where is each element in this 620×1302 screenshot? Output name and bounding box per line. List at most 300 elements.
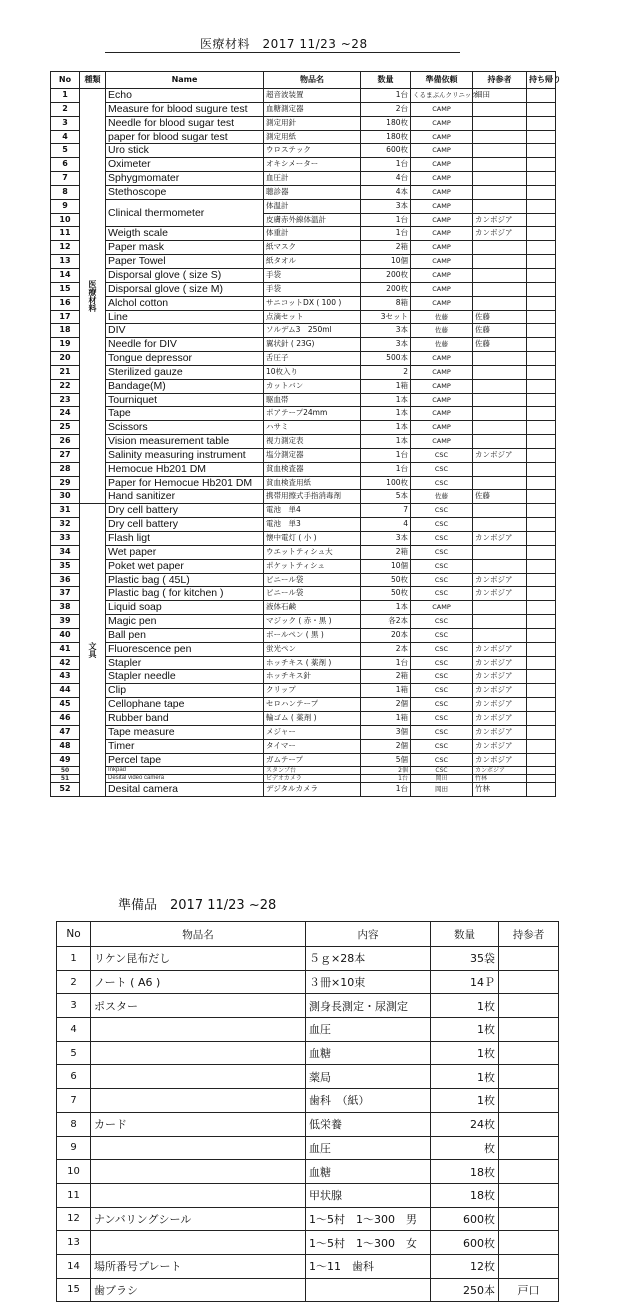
table-row (51, 158, 556, 172)
prep-request: 岡田 (411, 783, 473, 797)
col-header-qty: 数量 (361, 72, 411, 89)
item-quantity: 2本 (361, 642, 411, 656)
prep-request: CSC (411, 559, 473, 573)
prep-request: CSC (411, 656, 473, 670)
item-name-jp: 聴診器 (264, 185, 361, 199)
medical-supplies-table (50, 71, 561, 797)
bringer (499, 1231, 559, 1255)
item-quantity: 1枚 (431, 994, 499, 1018)
bringer (499, 1160, 559, 1184)
item-name-en: Oximeter (106, 158, 264, 172)
item-name-en: Tape (106, 407, 264, 421)
item-name-en: Desital video camera (106, 775, 264, 783)
table-row (51, 185, 556, 199)
row-number: 44 (51, 684, 80, 698)
row-number: 10 (57, 1160, 91, 1184)
table-header-row (57, 922, 559, 947)
item-name-jp: 駆血帯 (264, 393, 361, 407)
item-name-en: Scissors (106, 421, 264, 435)
bringer (473, 144, 527, 158)
prep-request: CSC (411, 476, 473, 490)
item-quantity: 1本 (361, 421, 411, 435)
bringer: カンボジア (473, 711, 527, 725)
prep-request: 佐藤 (411, 338, 473, 352)
item-name-en: Echo (106, 89, 264, 103)
return-cell (527, 725, 556, 739)
table-row (51, 490, 556, 504)
bringer: カンボジア (473, 587, 527, 601)
item-quantity: 35袋 (431, 947, 499, 971)
item-name (91, 1089, 306, 1113)
prep-request: CSC (411, 698, 473, 712)
table-row (51, 130, 556, 144)
item-name-en: Percel tape (106, 753, 264, 767)
item-quantity: 2個 (361, 698, 411, 712)
row-number: 3 (51, 116, 80, 130)
item-quantity: 14Ｐ (431, 970, 499, 994)
return-cell (527, 421, 556, 435)
prep-request: CAMP (411, 255, 473, 269)
prep-request: CAMP (411, 296, 473, 310)
item-quantity: 1台 (361, 227, 411, 241)
item-name-jp: 電池 単4 (264, 504, 361, 518)
return-cell (527, 698, 556, 712)
item-name-jp: 血圧計 (264, 172, 361, 186)
row-number: 35 (51, 559, 80, 573)
item-content: 歯科 （紙） (306, 1089, 431, 1113)
item-name-en: Stethoscope (106, 185, 264, 199)
table-row (51, 324, 556, 338)
row-number: 31 (51, 504, 80, 518)
item-name-en: Flash ligt (106, 532, 264, 546)
row-number: 10 (51, 213, 80, 227)
table-row (51, 462, 556, 476)
item-name-jp: 超音波装置 (264, 89, 361, 103)
item-name-en: Stapler needle (106, 670, 264, 684)
item-name-en: Stapler (106, 656, 264, 670)
item-quantity: 3本 (361, 532, 411, 546)
item-name-jp: 手袋 (264, 282, 361, 296)
return-cell (527, 172, 556, 186)
return-cell (527, 628, 556, 642)
bringer (473, 476, 527, 490)
row-number: 14 (51, 268, 80, 282)
item-quantity: 10個 (361, 255, 411, 269)
table-row (57, 1112, 559, 1136)
return-cell (527, 158, 556, 172)
item-quantity: 1箱 (361, 711, 411, 725)
bringer (499, 1183, 559, 1207)
bringer: カンボジア (473, 642, 527, 656)
table-row (51, 241, 556, 255)
table-row (51, 102, 556, 116)
row-number: 18 (51, 324, 80, 338)
item-quantity: 600枚 (431, 1231, 499, 1255)
item-quantity: 7 (361, 504, 411, 518)
return-cell (527, 310, 556, 324)
item-name-en: Wet paper (106, 545, 264, 559)
item-quantity: 50枚 (361, 587, 411, 601)
table-row (57, 1041, 559, 1065)
row-number: 3 (57, 994, 91, 1018)
return-cell (527, 241, 556, 255)
item-quantity: 1台 (361, 448, 411, 462)
bringer (473, 255, 527, 269)
item-quantity: 1台 (361, 783, 411, 797)
item-name-jp: 携帯用擦式手指消毒剤 (264, 490, 361, 504)
item-name (91, 1018, 306, 1042)
bringer (473, 352, 527, 366)
row-number: 4 (51, 130, 80, 144)
col-header-bring: 持参者 (473, 72, 527, 89)
prep-request: CAMP (411, 379, 473, 393)
row-number: 26 (51, 435, 80, 449)
row-number: 47 (51, 725, 80, 739)
prep-request: CAMP (411, 365, 473, 379)
return-cell (527, 518, 556, 532)
row-number: 43 (51, 670, 80, 684)
return-cell (527, 185, 556, 199)
table-row (51, 365, 556, 379)
row-number: 9 (51, 199, 80, 213)
item-quantity: 20本 (361, 628, 411, 642)
bringer (473, 268, 527, 282)
return-cell (527, 393, 556, 407)
prep-request: CAMP (411, 144, 473, 158)
row-number: 22 (51, 379, 80, 393)
item-name-en: Hemocue Hb201 DM (106, 462, 264, 476)
item-name-en: Salinity measuring instrument (106, 448, 264, 462)
item-content: 血圧 (306, 1018, 431, 1042)
table-row (51, 775, 556, 783)
category-medical: 医療材料 (80, 89, 106, 504)
item-name-en: Fluorescence pen (106, 642, 264, 656)
item-quantity: 2箱 (361, 545, 411, 559)
table-row (57, 1231, 559, 1255)
return-cell (527, 282, 556, 296)
return-cell (527, 573, 556, 587)
prep-request: CSC (411, 725, 473, 739)
table-row (51, 739, 556, 753)
col-header-prep: 準備依頼 (411, 72, 473, 89)
return-cell (527, 144, 556, 158)
table-row (51, 587, 556, 601)
item-quantity: 1箱 (361, 684, 411, 698)
item-name (91, 1136, 306, 1160)
item-name-en: Tourniquet (106, 393, 264, 407)
item-quantity: 4 (361, 518, 411, 532)
item-name-jp: 輪ゴム ( 薬剤 ) (264, 711, 361, 725)
item-quantity: 100枚 (361, 476, 411, 490)
return-cell (527, 462, 556, 476)
table-row (57, 994, 559, 1018)
table-row (51, 407, 556, 421)
item-name-jp: スタンプ台 (264, 767, 361, 775)
return-cell (527, 615, 556, 629)
item-name-jp: 貧血検査器 (264, 462, 361, 476)
return-cell (527, 268, 556, 282)
item-content: 低栄養 (306, 1112, 431, 1136)
item-quantity: 18枚 (431, 1160, 499, 1184)
item-name: ポスター (91, 994, 306, 1018)
table-row (57, 1136, 559, 1160)
item-name-jp: オキシメーター (264, 158, 361, 172)
item-quantity: 1枚 (431, 1018, 499, 1042)
row-number: 13 (57, 1231, 91, 1255)
item-name-en: Clinical thermometer (106, 199, 264, 227)
bringer (473, 559, 527, 573)
return-cell (527, 296, 556, 310)
return-cell (527, 670, 556, 684)
table-row (51, 518, 556, 532)
item-name (91, 1065, 306, 1089)
row-number: 16 (51, 296, 80, 310)
item-name-en: Cellophane tape (106, 698, 264, 712)
row-number: 42 (51, 656, 80, 670)
prep-request: CSC (411, 767, 473, 775)
return-cell (527, 213, 556, 227)
bringer: カンボジア (473, 670, 527, 684)
return-cell (527, 775, 556, 783)
prep-request: CAMP (411, 199, 473, 213)
item-name-jp: 測定用紙 (264, 130, 361, 144)
item-name-jp: ウエットティシュ大 (264, 545, 361, 559)
prep-request: CAMP (411, 172, 473, 186)
bringer: 竹林 (473, 775, 527, 783)
item-quantity: 1台 (361, 158, 411, 172)
prep-request: くるまぶんクリニック (411, 89, 473, 103)
return-cell (527, 130, 556, 144)
item-content: ５ｇ×28本 (306, 947, 431, 971)
row-number: 15 (51, 282, 80, 296)
prep-request: 佐藤 (411, 310, 473, 324)
item-name: ノート ( A6 ) (91, 970, 306, 994)
row-number: 11 (57, 1183, 91, 1207)
bringer: 佐藤 (473, 490, 527, 504)
return-cell (527, 435, 556, 449)
prep-request: CAMP (411, 185, 473, 199)
item-quantity: 24枚 (431, 1112, 499, 1136)
table-row (51, 227, 556, 241)
table-row (51, 435, 556, 449)
item-quantity: 10個 (361, 559, 411, 573)
item-name-en: Plastic bag ( for kitchen ) (106, 587, 264, 601)
prep-request: CSC (411, 739, 473, 753)
table-row (51, 601, 556, 615)
prep-request: CAMP (411, 241, 473, 255)
item-name-en: Paper for Hemocue Hb201 DM (106, 476, 264, 490)
row-number: 37 (51, 587, 80, 601)
item-name: 場所番号プレート (91, 1254, 306, 1278)
bringer: カンボジア (473, 739, 527, 753)
return-cell (527, 532, 556, 546)
table-row (51, 393, 556, 407)
bringer (499, 1207, 559, 1231)
bringer (473, 199, 527, 213)
table-row (51, 532, 556, 546)
item-quantity: 枚 (431, 1136, 499, 1160)
table-row (51, 504, 556, 518)
table-row (51, 448, 556, 462)
item-quantity: 1枚 (431, 1041, 499, 1065)
item-quantity: 50枚 (361, 573, 411, 587)
table-row (51, 573, 556, 587)
table-row (51, 255, 556, 269)
row-number: 45 (51, 698, 80, 712)
table-row (51, 670, 556, 684)
prep-request: CAMP (411, 130, 473, 144)
item-quantity: 4台 (361, 172, 411, 186)
prep-request: CSC (411, 684, 473, 698)
bringer (473, 172, 527, 186)
table-row (51, 282, 556, 296)
return-cell (527, 255, 556, 269)
row-number: 49 (51, 753, 80, 767)
item-quantity: 3セット (361, 310, 411, 324)
row-number: 38 (51, 601, 80, 615)
item-name-jp: サニコットDX ( 100 ) (264, 296, 361, 310)
bringer (473, 185, 527, 199)
item-name-jp: 電池 単3 (264, 518, 361, 532)
item-quantity: 250本 (431, 1278, 499, 1302)
item-quantity: 200枚 (361, 282, 411, 296)
prep-request: 佐藤 (411, 324, 473, 338)
row-number: 32 (51, 518, 80, 532)
item-name-en: Ball pen (106, 628, 264, 642)
item-quantity: 500本 (361, 352, 411, 366)
table-row (51, 199, 556, 213)
prep-request: CSC (411, 462, 473, 476)
table-row (51, 725, 556, 739)
prep-request: CAMP (411, 116, 473, 130)
bringer (499, 947, 559, 971)
prep-request: CAMP (411, 435, 473, 449)
item-name-jp: 懐中電灯 ( 小 ) (264, 532, 361, 546)
item-quantity: 3本 (361, 338, 411, 352)
item-content: 血圧 (306, 1136, 431, 1160)
prep-request: CSC (411, 642, 473, 656)
page-title-medical: 医療材料 2017 11/23 ~28 (200, 37, 368, 51)
table-row (51, 753, 556, 767)
item-quantity: 1本 (361, 435, 411, 449)
return-cell (527, 656, 556, 670)
bringer: 佐藤 (473, 324, 527, 338)
item-name (91, 1160, 306, 1184)
item-name-en: Rubber band (106, 711, 264, 725)
item-name: ナンバリングシール (91, 1207, 306, 1231)
table-row (51, 338, 556, 352)
row-number: 27 (51, 448, 80, 462)
item-name-en: Paper mask (106, 241, 264, 255)
category-stationery: 文具 (80, 504, 106, 797)
col-header-item: 物品名 (91, 922, 306, 947)
bringer (473, 601, 527, 615)
bringer (473, 615, 527, 629)
return-cell (527, 684, 556, 698)
row-number: 12 (57, 1207, 91, 1231)
row-number: 30 (51, 490, 80, 504)
table-row (51, 767, 556, 775)
prep-request: CAMP (411, 407, 473, 421)
item-quantity: 1箱 (361, 379, 411, 393)
row-number: 28 (51, 462, 80, 476)
row-number: 11 (51, 227, 80, 241)
prep-request: CSC (411, 448, 473, 462)
return-cell (527, 227, 556, 241)
return-cell (527, 711, 556, 725)
table-row (51, 172, 556, 186)
item-name-jp: ポケットティシュ (264, 559, 361, 573)
table-row (51, 684, 556, 698)
item-name-en: Line (106, 310, 264, 324)
item-name-jp: ホッチキス ( 薬剤 ) (264, 656, 361, 670)
item-quantity: 各2本 (361, 615, 411, 629)
item-name (91, 1231, 306, 1255)
item-name-en: Alchol cotton (106, 296, 264, 310)
return-cell (527, 407, 556, 421)
item-name (91, 1183, 306, 1207)
item-quantity: 2 (361, 365, 411, 379)
item-name-jp: クリップ (264, 684, 361, 698)
item-quantity: 3個 (361, 725, 411, 739)
item-name-jp: 貧血検査用紙 (264, 476, 361, 490)
row-number: 7 (57, 1089, 91, 1113)
item-name-jp: 皮膚赤外線体温計 (264, 213, 361, 227)
row-number: 50 (51, 767, 80, 775)
row-number: 7 (51, 172, 80, 186)
table-row (51, 268, 556, 282)
return-cell (527, 476, 556, 490)
item-name-jp: 紙マスク (264, 241, 361, 255)
table-row (51, 783, 556, 797)
prep-request: CAMP (411, 352, 473, 366)
item-name-en: Weigth scale (106, 227, 264, 241)
prep-request: CAMP (411, 102, 473, 116)
item-name-jp: ウロステック (264, 144, 361, 158)
bringer (499, 1089, 559, 1113)
prep-request: CAMP (411, 213, 473, 227)
return-cell (527, 490, 556, 504)
row-number: 48 (51, 739, 80, 753)
item-name-jp: デジタルカメラ (264, 783, 361, 797)
item-name-en: Desital camera (106, 783, 264, 797)
item-name-jp: タイマー (264, 739, 361, 753)
table-row (57, 1183, 559, 1207)
item-name-en: Tongue depressor (106, 352, 264, 366)
bringer: カンボジア (473, 213, 527, 227)
return-cell (527, 448, 556, 462)
return-cell (527, 783, 556, 797)
bringer: 佐藤 (473, 338, 527, 352)
table-row (51, 310, 556, 324)
item-name-jp: 血糖測定器 (264, 102, 361, 116)
item-quantity: 2個 (361, 767, 411, 775)
return-cell (527, 504, 556, 518)
bringer: カンボジア (473, 698, 527, 712)
prep-request: CAMP (411, 158, 473, 172)
item-name-en: Hand sanitizer (106, 490, 264, 504)
item-quantity: 200枚 (361, 268, 411, 282)
table-row (51, 379, 556, 393)
prep-request: 佐藤 (411, 490, 473, 504)
item-quantity: 1台 (361, 89, 411, 103)
item-content: 測身長測定・尿測定 (306, 994, 431, 1018)
item-quantity: 1台 (361, 656, 411, 670)
item-quantity: 12枚 (431, 1254, 499, 1278)
row-number: 8 (57, 1112, 91, 1136)
item-name: リケン昆布だし (91, 947, 306, 971)
bringer (473, 545, 527, 559)
